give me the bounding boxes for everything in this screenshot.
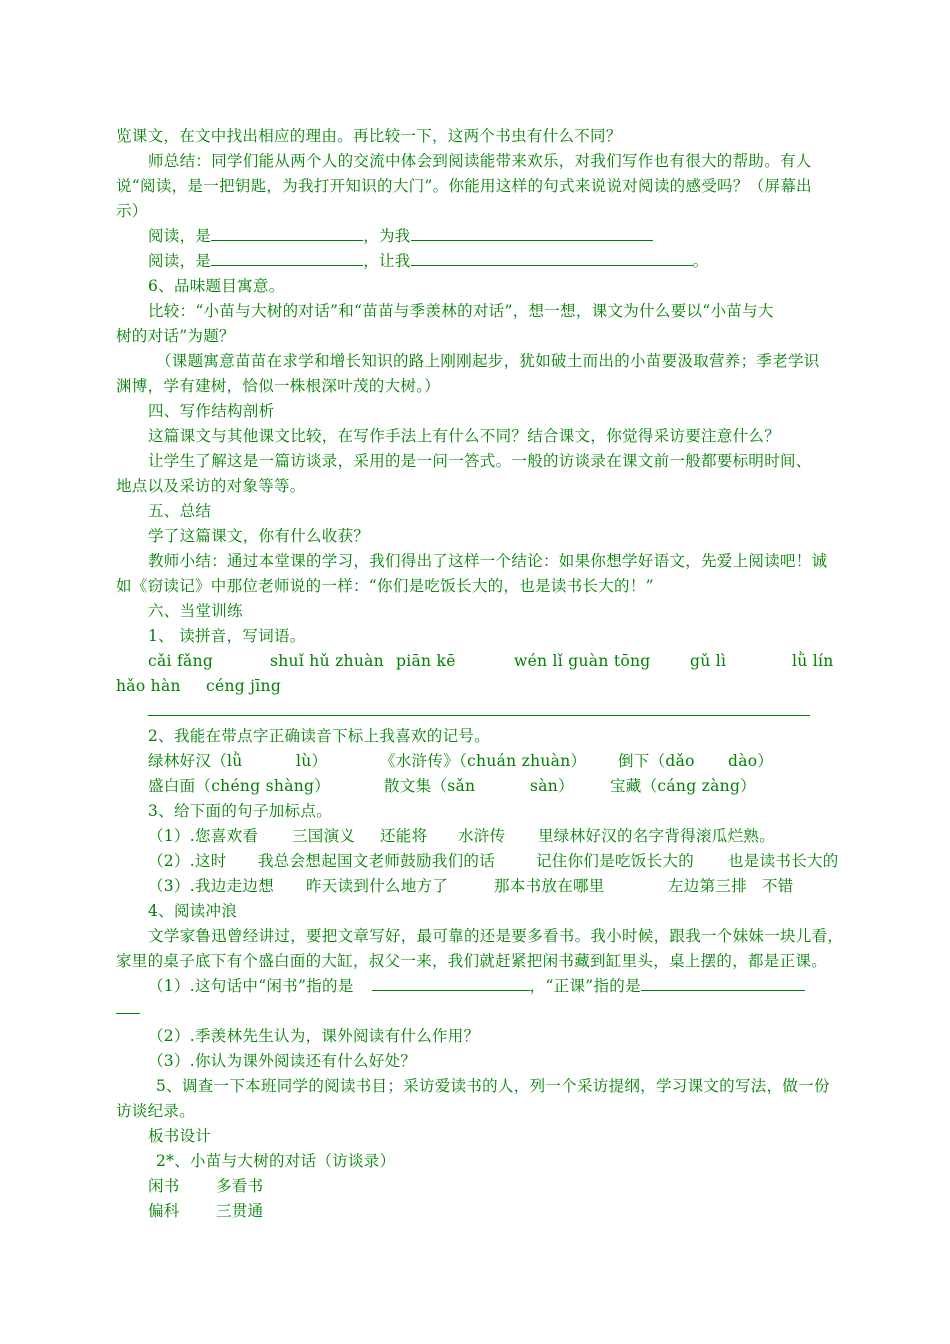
text-line: 教师小结：通过本堂课的学习，我们得出了这样一个结论：如果你想学好语文，先爱上阅读吧！诚 bbox=[148, 552, 828, 570]
punctuation-sentence bbox=[148, 849, 888, 874]
text-line: 如《窃读记》中那位老师说的一样：“你们是吃饭长大的，也是读书长大的！” bbox=[116, 577, 654, 595]
board-title: 2*、小苗与大树的对话（访谈录） bbox=[156, 1152, 396, 1170]
pronunciation-row bbox=[148, 774, 888, 799]
word-option: 绿林好汉（lǜ bbox=[148, 752, 243, 770]
word-option: 盛白面（chéng shàng） bbox=[148, 777, 331, 795]
section-heading: 板书设计 bbox=[148, 1127, 212, 1145]
text-line: 1、 读拼音，写词语。 bbox=[148, 627, 306, 645]
prompt-text: ，“正课”指的是 bbox=[529, 977, 641, 995]
board-row bbox=[148, 1174, 888, 1199]
text-line: 师总结：同学们能从两个人的交流中体会到阅读能带来欢乐，对我们写作也有很大的帮助。有人 bbox=[148, 152, 812, 170]
text-line: 渊博，学有建树，恰似一株根深叶茂的大树。） bbox=[116, 377, 441, 395]
text-line: （课题寓意苗苗在求学和增长知识的路上刚刚起步，犹如破土而出的小苗要汲取营养；季老学识 bbox=[156, 352, 820, 370]
pinyin-word: piān kē bbox=[396, 652, 456, 670]
section-heading: 六、当堂训练 bbox=[148, 602, 243, 620]
text-line: 访谈纪录。 bbox=[116, 1102, 196, 1120]
pinyin-word: hǎo hàn bbox=[116, 677, 181, 695]
answer-blank[interactable] bbox=[372, 975, 530, 991]
board-item: 偏科 bbox=[148, 1202, 180, 1220]
text-line: 比较：“小苗与大树的对话”和“苗苗与季羡林的对话”，想一想，课文为什么要以“小苗与大 bbox=[148, 302, 774, 320]
sentence-part: （2）.这时 bbox=[148, 852, 227, 870]
board-row bbox=[148, 1199, 888, 1224]
pinyin-row bbox=[116, 674, 856, 699]
sentence-part: （3）.我边走边想 bbox=[148, 877, 274, 895]
punctuation-sentence bbox=[148, 874, 888, 899]
fill-in-line bbox=[148, 249, 888, 274]
word-option: 散文集（sǎn bbox=[384, 777, 476, 795]
text-line: 3、给下面的句子加标点。 bbox=[148, 802, 332, 820]
text-line: （2）.季羡林先生认为，课外阅读有什么作用？ bbox=[148, 1027, 480, 1045]
section-heading: 6、品味题目寓意。 bbox=[148, 277, 285, 295]
pinyin-word: cǎi fǎng bbox=[148, 652, 214, 670]
text-line: 说“阅读，是一把钥匙，为我打开知识的大门”。你能用这样的句式来说说对阅读的感受吗？（屏幕出 bbox=[116, 177, 812, 195]
sentence-part: 里绿林好汉的名字背得滚瓜烂熟。 bbox=[538, 827, 776, 845]
word-option: lù） bbox=[296, 752, 328, 770]
sentence-part: 记住你们是吃饭长大的 bbox=[536, 852, 695, 870]
sentence-part: 还能将 bbox=[380, 827, 428, 845]
word-option: sàn） bbox=[530, 777, 574, 795]
text-line: 树的对话”为题？ bbox=[116, 327, 235, 345]
text-line: 地点以及采访的对象等等。 bbox=[116, 477, 306, 495]
prompt-text: 。 bbox=[692, 252, 709, 270]
answer-blank[interactable] bbox=[116, 1013, 140, 1014]
section-heading: 五、总结 bbox=[148, 502, 212, 520]
text-line: 家里的桌子底下有个盛白面的大缸，叔父一来，我们就赶紧把闲书藏到缸里头，桌上摆的，都是正课。 bbox=[116, 952, 828, 970]
word-option: dào） bbox=[728, 752, 774, 770]
text-line: 5、调查一下本班同学的阅读书目；采访爱读书的人，列一个采访提纲，学习课文的写法，做一份 bbox=[156, 1077, 830, 1095]
sentence-part: 那本书放在哪里 bbox=[494, 877, 605, 895]
pinyin-word: gǔ lì bbox=[690, 652, 727, 670]
prompt-text: ，为我 bbox=[363, 227, 411, 245]
answer-line[interactable] bbox=[148, 715, 810, 716]
board-item: 三贯通 bbox=[216, 1202, 264, 1220]
sentence-part: 我总会想起国文老师鼓励我们的话 bbox=[258, 852, 496, 870]
text-line: 学了这篇课文，你有什么收获？ bbox=[148, 527, 370, 545]
text-line: 2、我能在带点字正确读音下标上我喜欢的记号。 bbox=[148, 727, 490, 745]
section-heading: 4、阅读冲浪 bbox=[148, 902, 238, 920]
answer-blank[interactable] bbox=[641, 975, 805, 991]
answer-blank[interactable] bbox=[411, 250, 693, 266]
answer-blank[interactable] bbox=[211, 250, 363, 266]
section-heading: 四、写作结构剖析 bbox=[148, 402, 275, 420]
text-line: 文学家鲁迅曾经讲过，要把文章写好，最可靠的还是要多看书。我小时候，跟我一个妹妹一块儿看， bbox=[148, 927, 844, 945]
sentence-part: （1）.您喜欢看 bbox=[148, 827, 259, 845]
text-line: 览课文，在文中找出相应的理由。再比较一下，这两个书虫有什么不同？ bbox=[116, 127, 622, 145]
pinyin-row bbox=[148, 649, 888, 674]
text-line: 这篇课文与其他课文比较，在写作手法上有什么不同？结合课文，你觉得采访要注意什么？ bbox=[148, 427, 781, 445]
pronunciation-row bbox=[148, 749, 888, 774]
prompt-text: （1）.这句话中“闲书”指的是 bbox=[148, 977, 354, 995]
text-line: 示） bbox=[116, 202, 148, 220]
fill-in-line bbox=[148, 974, 888, 999]
prompt-text: 阅读，是 bbox=[148, 227, 212, 245]
prompt-text: ，让我 bbox=[363, 252, 411, 270]
answer-blank[interactable] bbox=[211, 225, 363, 241]
text-line: （3）.你认为课外阅读还有什么好处？ bbox=[148, 1052, 417, 1070]
pinyin-word: wén lǐ guàn tōng bbox=[514, 652, 651, 670]
sentence-part: 也是读书长大的 bbox=[728, 852, 839, 870]
word-option: 倒下（dǎo bbox=[618, 752, 695, 770]
sentence-part: 水浒传 bbox=[458, 827, 506, 845]
punctuation-sentence bbox=[148, 824, 888, 849]
board-item: 多看书 bbox=[216, 1177, 264, 1195]
pinyin-word: lǜ lín bbox=[792, 652, 834, 670]
sentence-part: 昨天读到什么地方了 bbox=[306, 877, 449, 895]
pinyin-word: shuǐ hǔ zhuàn bbox=[270, 652, 384, 670]
sentence-part: 不错 bbox=[762, 877, 794, 895]
pinyin-word: céng jīng bbox=[206, 677, 282, 695]
word-option: 《水浒传》（chuán zhuàn） bbox=[380, 752, 587, 770]
sentence-part: 三国演义 bbox=[292, 827, 356, 845]
word-option: 宝藏（cáng zàng） bbox=[610, 777, 756, 795]
sentence-part: 左边第三排 bbox=[668, 877, 748, 895]
fill-in-line bbox=[148, 224, 888, 249]
answer-blank[interactable] bbox=[411, 225, 653, 241]
text-line: 让学生了解这是一篇访谈录，采用的是一问一答式。一般的访谈录在课文前一般都要标明时间、 bbox=[148, 452, 812, 470]
board-item: 闲书 bbox=[148, 1177, 180, 1195]
prompt-text: 阅读，是 bbox=[148, 252, 212, 270]
